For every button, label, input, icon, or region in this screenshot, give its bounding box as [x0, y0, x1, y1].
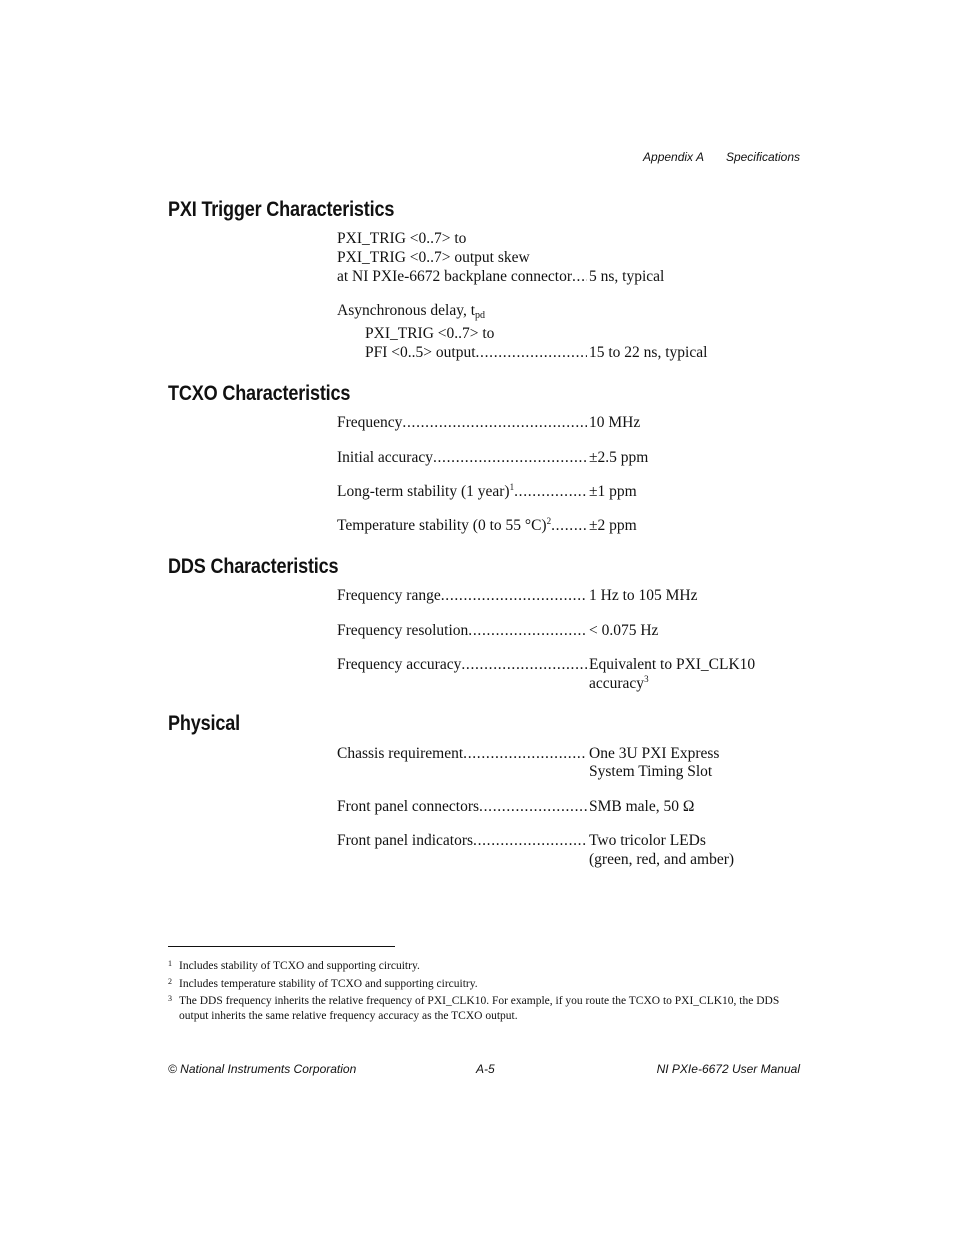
footnote-1 [168, 959, 788, 974]
chassis-value-line1: One 3U PXI Express [589, 745, 720, 762]
leader-dots [572, 267, 587, 286]
footnote-ref-2: 2 [546, 516, 552, 526]
pxi-skew-line3: at NI PXIe-6672 backplane connector [337, 268, 572, 285]
spec-row-connectors [337, 797, 587, 816]
spec-row-pxi-async [365, 343, 587, 362]
leader-dots [551, 516, 587, 535]
leader-dots [441, 586, 587, 605]
spec-row-tcxo-frequency [337, 413, 587, 432]
pxi-async-line1: PXI_TRIG <0..7> to [365, 325, 495, 342]
spec-row-tcxo-temp [337, 516, 587, 535]
spec-row-dds-resolution [337, 621, 587, 640]
tcxo-longterm-value: ±1 ppm [589, 483, 637, 500]
dds-range-label: Frequency range [337, 587, 441, 604]
heading-physical: Physical [168, 712, 240, 735]
spec-row-tcxo-initial [337, 448, 587, 467]
tcxo-temp-label: Temperature stability (0 to 55 °C)$^2$ [337, 516, 552, 534]
footnote-3 [168, 994, 788, 1024]
leader-dots [463, 744, 587, 763]
indicators-value-line2: (green, red, and amber) [589, 851, 735, 868]
footnote-text: Includes temperature stability of TCXO and supporting circuitry. [179, 978, 478, 990]
connectors-value: SMB male, 50 Ω [589, 798, 695, 815]
leader-dots [402, 413, 587, 432]
footnote-number: 3 [168, 994, 172, 1003]
indicators-label: Front panel indicators [337, 832, 474, 849]
leader-dots [461, 655, 587, 674]
tcxo-initial-value: ±2.5 ppm [589, 449, 649, 466]
leader-dots [476, 343, 588, 362]
pxi-skew-value: 5 ns, typical [589, 268, 665, 285]
tcxo-frequency-label: Frequency [337, 414, 403, 431]
dds-accuracy-value-line2: accuracy$^3$ [589, 674, 649, 692]
footnote-number: 2 [168, 977, 172, 986]
tcxo-temp-value: ±2 ppm [589, 517, 637, 534]
spec-row-chassis [337, 744, 587, 763]
spec-row-dds-accuracy [337, 655, 587, 674]
spec-row-dds-range [337, 586, 587, 605]
heading-dds: DDS Characteristics [168, 555, 339, 578]
heading-pxi-trigger: PXI Trigger Characteristics [168, 198, 395, 221]
spec-row-indicators [337, 831, 587, 850]
footnote-ref-1: 1 [509, 482, 515, 492]
connectors-label: Front panel connectors [337, 798, 480, 815]
leader-dots [473, 831, 587, 850]
dds-range-value: 1 Hz to 105 MHz [589, 587, 698, 604]
pxi-skew-line1: PXI_TRIG <0..7> to [337, 230, 467, 247]
dds-resolution-label: Frequency resolution [337, 622, 469, 639]
spec-row-tcxo-longterm [337, 482, 587, 501]
pxi-async-value: 15 to 22 ns, typical [589, 344, 708, 361]
pxi-async-label: Asynchronous delay, $t_{pd}$ [337, 302, 486, 321]
footer-manual-title: NI PXIe-6672 User Manual [656, 1062, 800, 1076]
footnote-text: The DDS frequency inherits the relative frequency of PXI_CLK10. For example, if you route the TCXO to PXI_CLK10, the DDS output inherits the same relative frequency accuracy as the TCXO output. [179, 995, 780, 1022]
footnote-divider [168, 946, 395, 947]
tcxo-frequency-value: 10 MHz [589, 414, 641, 431]
running-head-section: Specifications [725, 150, 800, 164]
leader-dots [479, 797, 587, 816]
indicators-value-line1: Two tricolor LEDs [589, 832, 706, 849]
footnote-number: 1 [168, 959, 172, 968]
footnote-2 [168, 977, 788, 992]
heading-tcxo: TCXO Characteristics [168, 382, 351, 405]
leader-dots [468, 621, 587, 640]
spec-row-pxi-skew [337, 267, 587, 286]
pxi-skew-line2: PXI_TRIG <0..7> output skew [337, 249, 530, 266]
leader-dots [433, 448, 587, 467]
running-head [643, 150, 800, 164]
dds-resolution-value: < 0.075 Hz [589, 622, 659, 639]
chassis-value-line2: System Timing Slot [589, 763, 713, 780]
footer-page-number: A-5 [476, 1062, 495, 1076]
pxi-async-line2: PFI <0..5> output [365, 344, 476, 361]
running-head-appendix: Appendix A [643, 150, 704, 164]
dds-accuracy-value-line1: Equivalent to PXI_CLK10 [589, 656, 756, 673]
footnote-text: Includes stability of TCXO and supporting circuitry. [179, 960, 420, 972]
dds-accuracy-label: Frequency accuracy [337, 656, 462, 673]
pxi-async-subscript: pd [475, 310, 486, 321]
chassis-label: Chassis requirement [337, 745, 464, 762]
leader-dots [514, 482, 587, 501]
tcxo-initial-label: Initial accuracy [337, 449, 433, 466]
footer-copyright: © National Instruments Corporation [168, 1062, 357, 1076]
tcxo-longterm-label: Long-term stability (1 year)$^1$ [337, 482, 515, 500]
footnote-ref-3: 3 [644, 674, 649, 684]
